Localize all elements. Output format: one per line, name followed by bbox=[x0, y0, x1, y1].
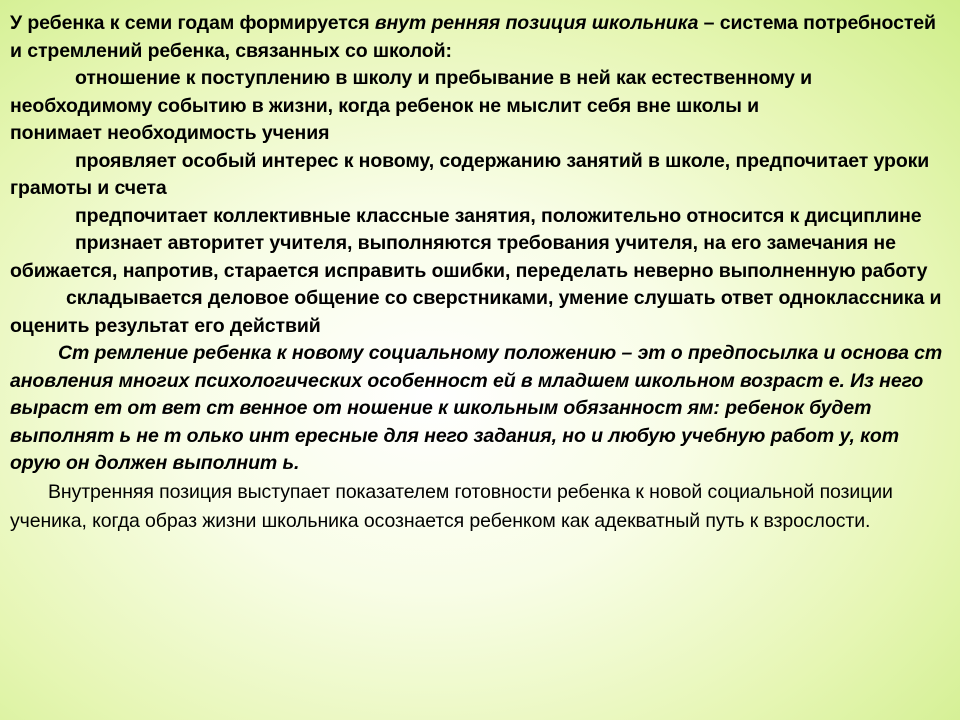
list-item: отношение к поступлению в школу и пребывание в ней как естественному и необходимому событию в жизни, когда ребенок не мыслит себя вне школы и bbox=[10, 67, 813, 117]
list-item: проявляет особый интерес к новому, содержанию занятий в школе, предпочитает уроки грамоты и счета bbox=[10, 149, 930, 199]
conclusion-paragraph: Внутренняя позиция выступает показателем готовности ребенка к новой социальной позиции ученика, когда образ жизни школьника осознается ребенком как адекватный путь к взрослости. bbox=[10, 480, 893, 532]
list-item: предпочитает коллективные классные занятия, положительно относится к дисциплине bbox=[75, 204, 922, 227]
intro-paragraph bbox=[10, 10, 950, 65]
list-item: признает авторитет учителя, выполняются требования учителя, на его замечания не обижается, напротив, старается исправить ошибки, переделать неверно выполненную работу bbox=[10, 232, 928, 282]
understanding-line: понимает необходимость учения bbox=[10, 122, 330, 144]
italic-paragraph: Ст ремление ребенка к новому социальному положению – эт о предпосылка и основа ст ановления многих психологических особенност ей в младшем школьном возраст е. Из него выраст ет от вет ст венное от ношение к школьным обязанност ям: ребенок будет выполнят ь не т олько инт ересные для него задания, но и любую учебную работ у, кот орую он должен выполнит ь. bbox=[10, 342, 943, 474]
intro-tail: – система потребностей и стремлений ребенка, связанных со школой: bbox=[10, 12, 936, 62]
intro-term: внут ренняя позиция школьника bbox=[374, 12, 699, 34]
intro-lead: У ребенка к семи годам формируется bbox=[10, 12, 375, 34]
list-item: складывается деловое общение со сверстниками, умение слушать ответ одноклассника и оценить результат его действий bbox=[10, 287, 942, 337]
